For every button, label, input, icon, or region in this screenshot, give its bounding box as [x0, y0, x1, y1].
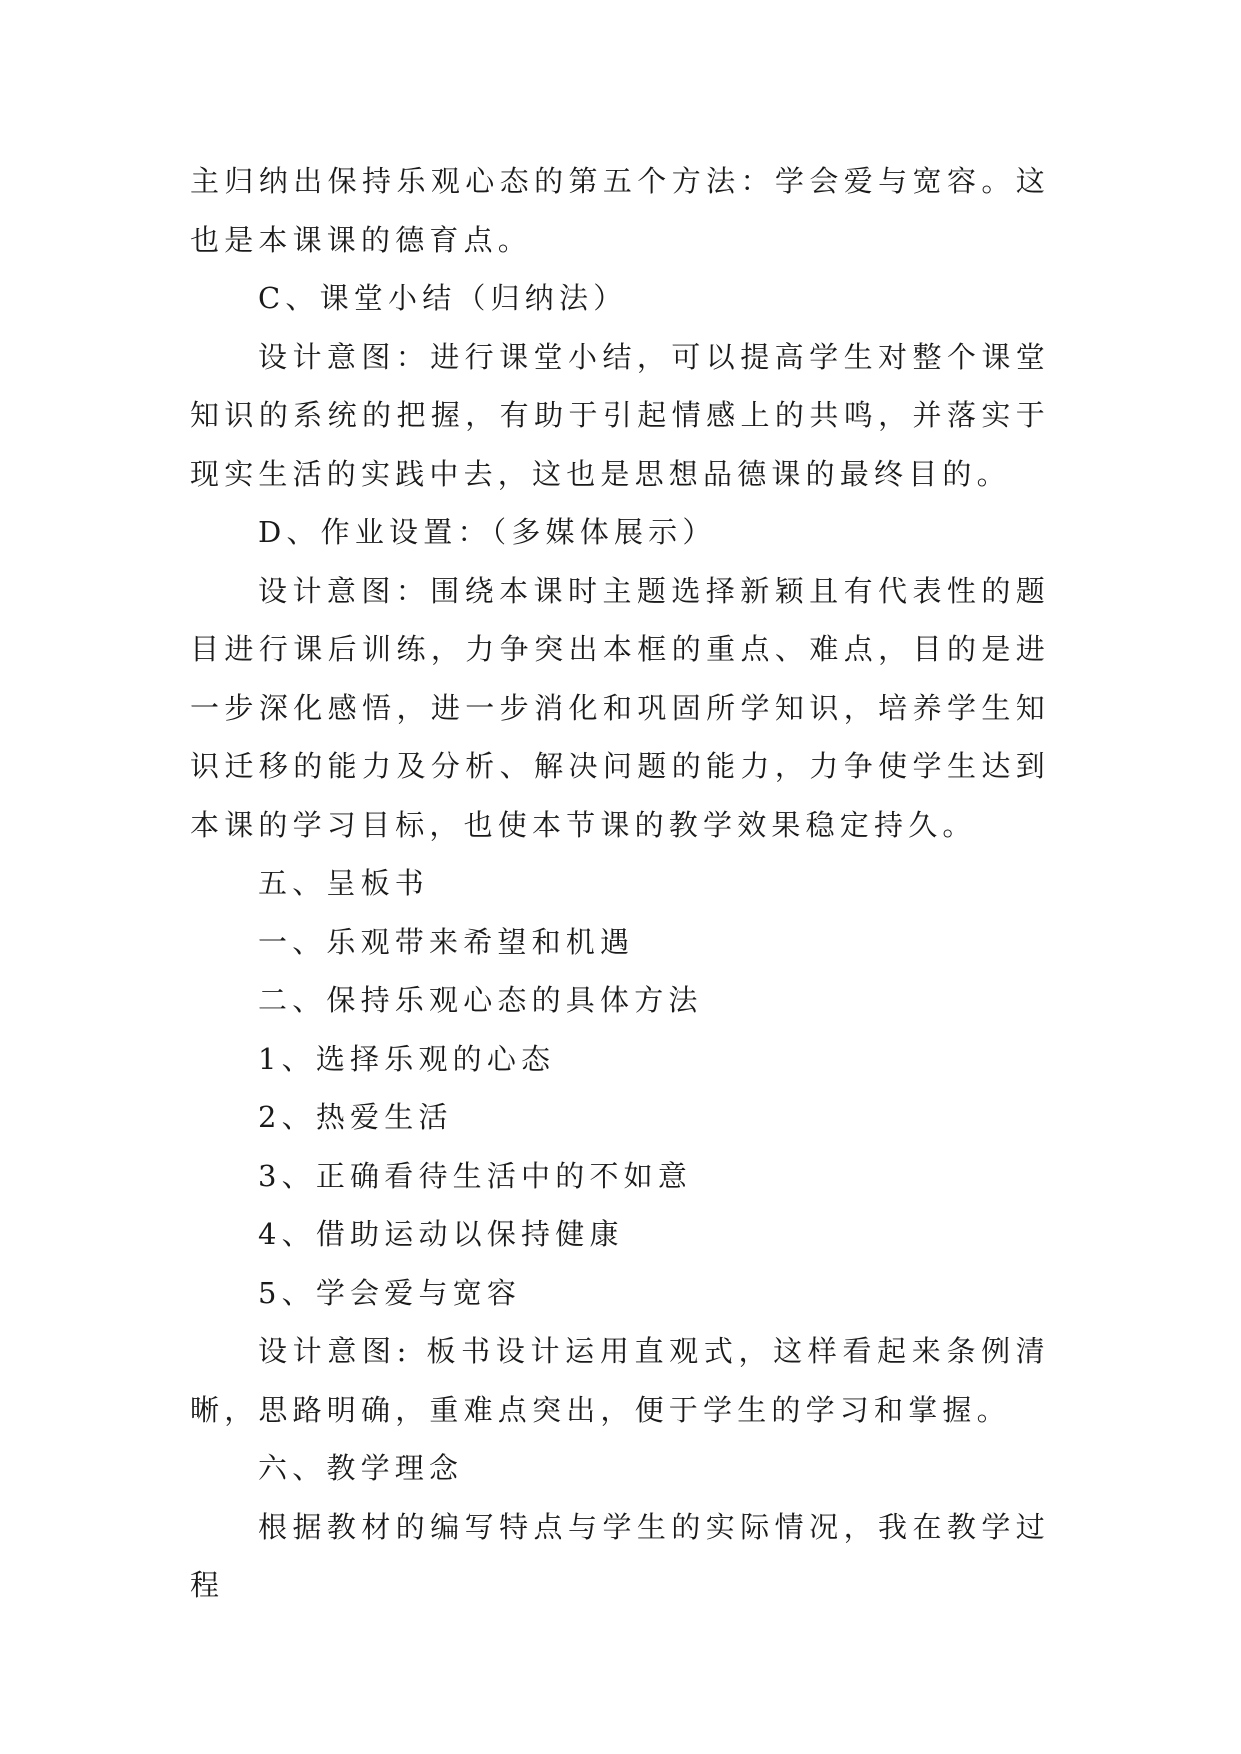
- paragraph-4: D、作业设置：（多媒体展示）: [258, 515, 717, 549]
- paragraph-teaching-concept: 根据教材的编写特点与学生的实际情况，我在教学过程: [190, 1509, 1050, 1602]
- paragraph-2: C、课堂小结（归纳法）: [258, 281, 628, 315]
- paragraph-3: 设计意图：进行课堂小结，可以提高学生对整个课堂知识的系统的把握，有助于引起情感上的共鸣，并落实于现实生活的实践中去，这也是思想品德课的最终目的。: [190, 339, 1050, 491]
- section-heading-teaching-concept: 六、教学理念: [258, 1451, 464, 1485]
- board-subitem-5: 5、学会爱与宽容: [258, 1275, 522, 1310]
- paragraph-5: 设计意图：围绕本课时主题选择新颖且有代表性的题目进行课后训练，力争突出本框的重点、难点，目的是进一步深化感悟，进一步消化和巩固所学知识，培养学生知识迁移的能力及分析、解决问题的能力，力争使学生达到本课的学习目标，也使本节课的教学效果稳定持久。: [190, 573, 1050, 842]
- board-subitem-2: 2、热爱生活: [258, 1100, 453, 1134]
- board-subitem-1: 1、选择乐观的心态: [258, 1041, 556, 1076]
- section-heading-board: 五、呈板书: [258, 866, 430, 900]
- paragraph-1: 主归纳出保持乐观心态的第五个方法：学会爱与宽容。这也是本课课的德育点。: [190, 164, 1050, 257]
- document-body: [190, 152, 1050, 1615]
- board-item-1: 一、乐观带来希望和机遇: [258, 924, 635, 959]
- paragraph-board-intent: 设计意图: 板书设计运用直观式，这样看起来条例清晰，思路明确，重难点突出，便于学生的学习和掌握。: [190, 1334, 1050, 1427]
- board-subitem-3: 3、正确看待生活中的不如意: [258, 1158, 693, 1193]
- board-subitem-4: 4、借助运动以保持健康: [258, 1217, 624, 1251]
- board-item-2: 二、保持乐观心态的具体方法: [258, 983, 703, 1017]
